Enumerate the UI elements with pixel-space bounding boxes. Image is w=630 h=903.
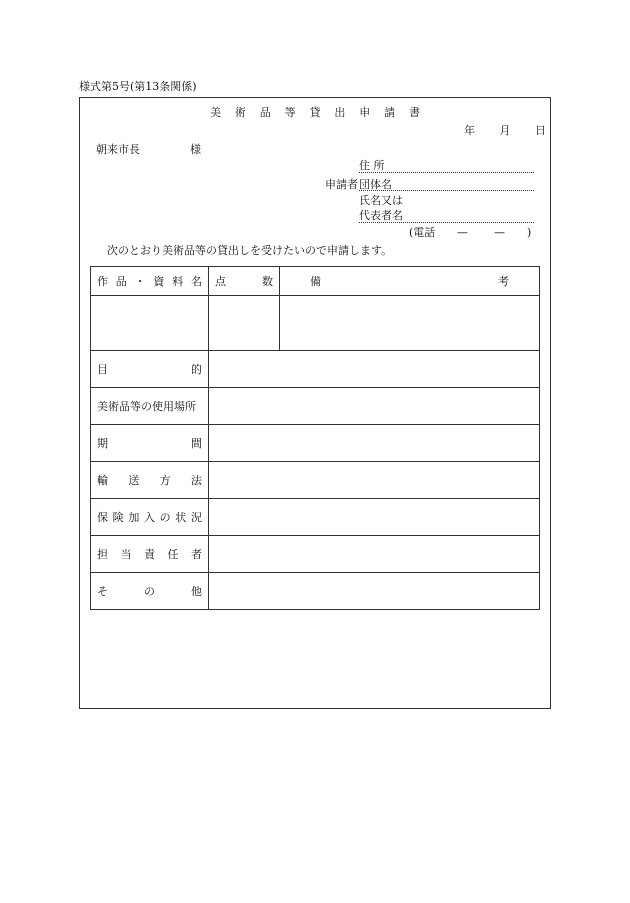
table-row (91, 351, 540, 388)
table-header-row (91, 267, 540, 296)
item-remarks-cell[interactable] (280, 296, 540, 351)
label-char: 任 (167, 548, 179, 561)
header-char: 数 (262, 275, 273, 288)
table-row (91, 425, 540, 462)
label-char: 他 (191, 585, 202, 598)
title-char: 請 (384, 106, 396, 119)
person-in-charge-field[interactable] (209, 536, 540, 573)
item-name-cell[interactable] (91, 296, 209, 351)
form-number-label: 様式第5号(第13条関係) (79, 80, 197, 93)
label-char: 輸 (97, 474, 108, 487)
table-row (91, 573, 540, 610)
header-char: 資 (153, 275, 165, 288)
insurance-field[interactable] (209, 499, 540, 536)
label-char: 者 (191, 548, 202, 561)
phone-dash: — (494, 226, 505, 239)
label-char: 険 (112, 511, 124, 524)
usage-place-field[interactable] (209, 388, 540, 425)
label-char: の (144, 585, 155, 598)
header-char: 料 (172, 275, 184, 288)
title-char: 申 (359, 106, 371, 119)
label-char: 間 (191, 437, 202, 450)
header-item-name (91, 267, 209, 296)
label-char: 目 (97, 363, 108, 376)
table-row (91, 536, 540, 573)
phone-dash: — (457, 226, 468, 239)
header-char: 考 (498, 275, 509, 288)
label-char: 当 (120, 548, 132, 561)
purpose-field[interactable] (209, 351, 540, 388)
loan-items-table (90, 266, 540, 610)
transport-field[interactable] (209, 462, 540, 499)
label-char: 方 (159, 474, 171, 487)
document-title (210, 106, 420, 120)
label-char: 担 (97, 548, 108, 561)
addressee-honorific: 様 (190, 143, 201, 156)
item-entry-row (91, 296, 540, 351)
label-char: 法 (190, 474, 202, 487)
title-char: 貸 (309, 106, 321, 119)
label-text: 美術品等の使用場所 (97, 400, 196, 413)
applicant-address-label: 住 所 (359, 159, 385, 172)
label-char: 的 (191, 363, 202, 376)
header-char: 名 (190, 275, 202, 288)
table-row (91, 462, 540, 499)
label-char: そ (97, 585, 108, 598)
date-year: 年 (464, 124, 475, 137)
row-label-transport (91, 462, 209, 499)
title-char: 書 (409, 106, 420, 119)
label-char: 期 (97, 437, 108, 450)
table-row (91, 388, 540, 425)
table-row (91, 499, 540, 536)
label-char: 責 (144, 548, 155, 561)
label-char: の (159, 511, 171, 524)
title-char: 美 (210, 106, 221, 119)
row-label-insurance (91, 499, 209, 536)
addressee: 朝来市長 (96, 143, 140, 156)
applicant-label: 申請者 (325, 178, 358, 191)
name-field-line[interactable] (359, 222, 534, 223)
row-label-usage-place (91, 388, 209, 425)
period-field[interactable] (209, 425, 540, 462)
date-day: 日 (535, 124, 546, 137)
phone-close-paren: ) (527, 226, 532, 239)
header-remarks (280, 267, 540, 296)
label-char: 加 (128, 511, 140, 524)
header-char: ・ (134, 275, 146, 288)
name-label-line2: 代表者名 (359, 209, 403, 222)
title-char: 出 (334, 106, 346, 119)
phone-label: (電話 (409, 226, 436, 239)
row-label-period (91, 425, 209, 462)
header-char: 品 (115, 275, 127, 288)
title-char: 術 (234, 106, 246, 119)
label-char: 況 (190, 511, 202, 524)
title-char: 品 (259, 106, 271, 119)
row-label-person-in-charge (91, 536, 209, 573)
other-field[interactable] (209, 573, 540, 610)
label-char: 状 (175, 511, 187, 524)
header-char: 備 (310, 275, 321, 288)
item-count-cell[interactable] (209, 296, 280, 351)
title-char: 等 (284, 106, 296, 119)
header-count (209, 267, 280, 296)
organization-field-line[interactable] (359, 190, 534, 191)
header-char: 作 (97, 275, 108, 288)
date-line[interactable] (464, 124, 546, 138)
request-sentence: 次のとおり美術品等の貸出しを受けたいので申請します。 (107, 244, 393, 257)
date-month: 月 (499, 124, 511, 137)
label-char: 入 (143, 511, 155, 524)
label-char: 送 (128, 474, 140, 487)
organization-label: 団体名 (359, 178, 392, 191)
row-label-other (91, 573, 209, 610)
header-char: 点 (215, 275, 226, 288)
address-field-line[interactable] (359, 172, 534, 173)
name-label-line1: 氏名又は (359, 194, 403, 207)
row-label-purpose (91, 351, 209, 388)
label-char: 保 (97, 511, 108, 524)
